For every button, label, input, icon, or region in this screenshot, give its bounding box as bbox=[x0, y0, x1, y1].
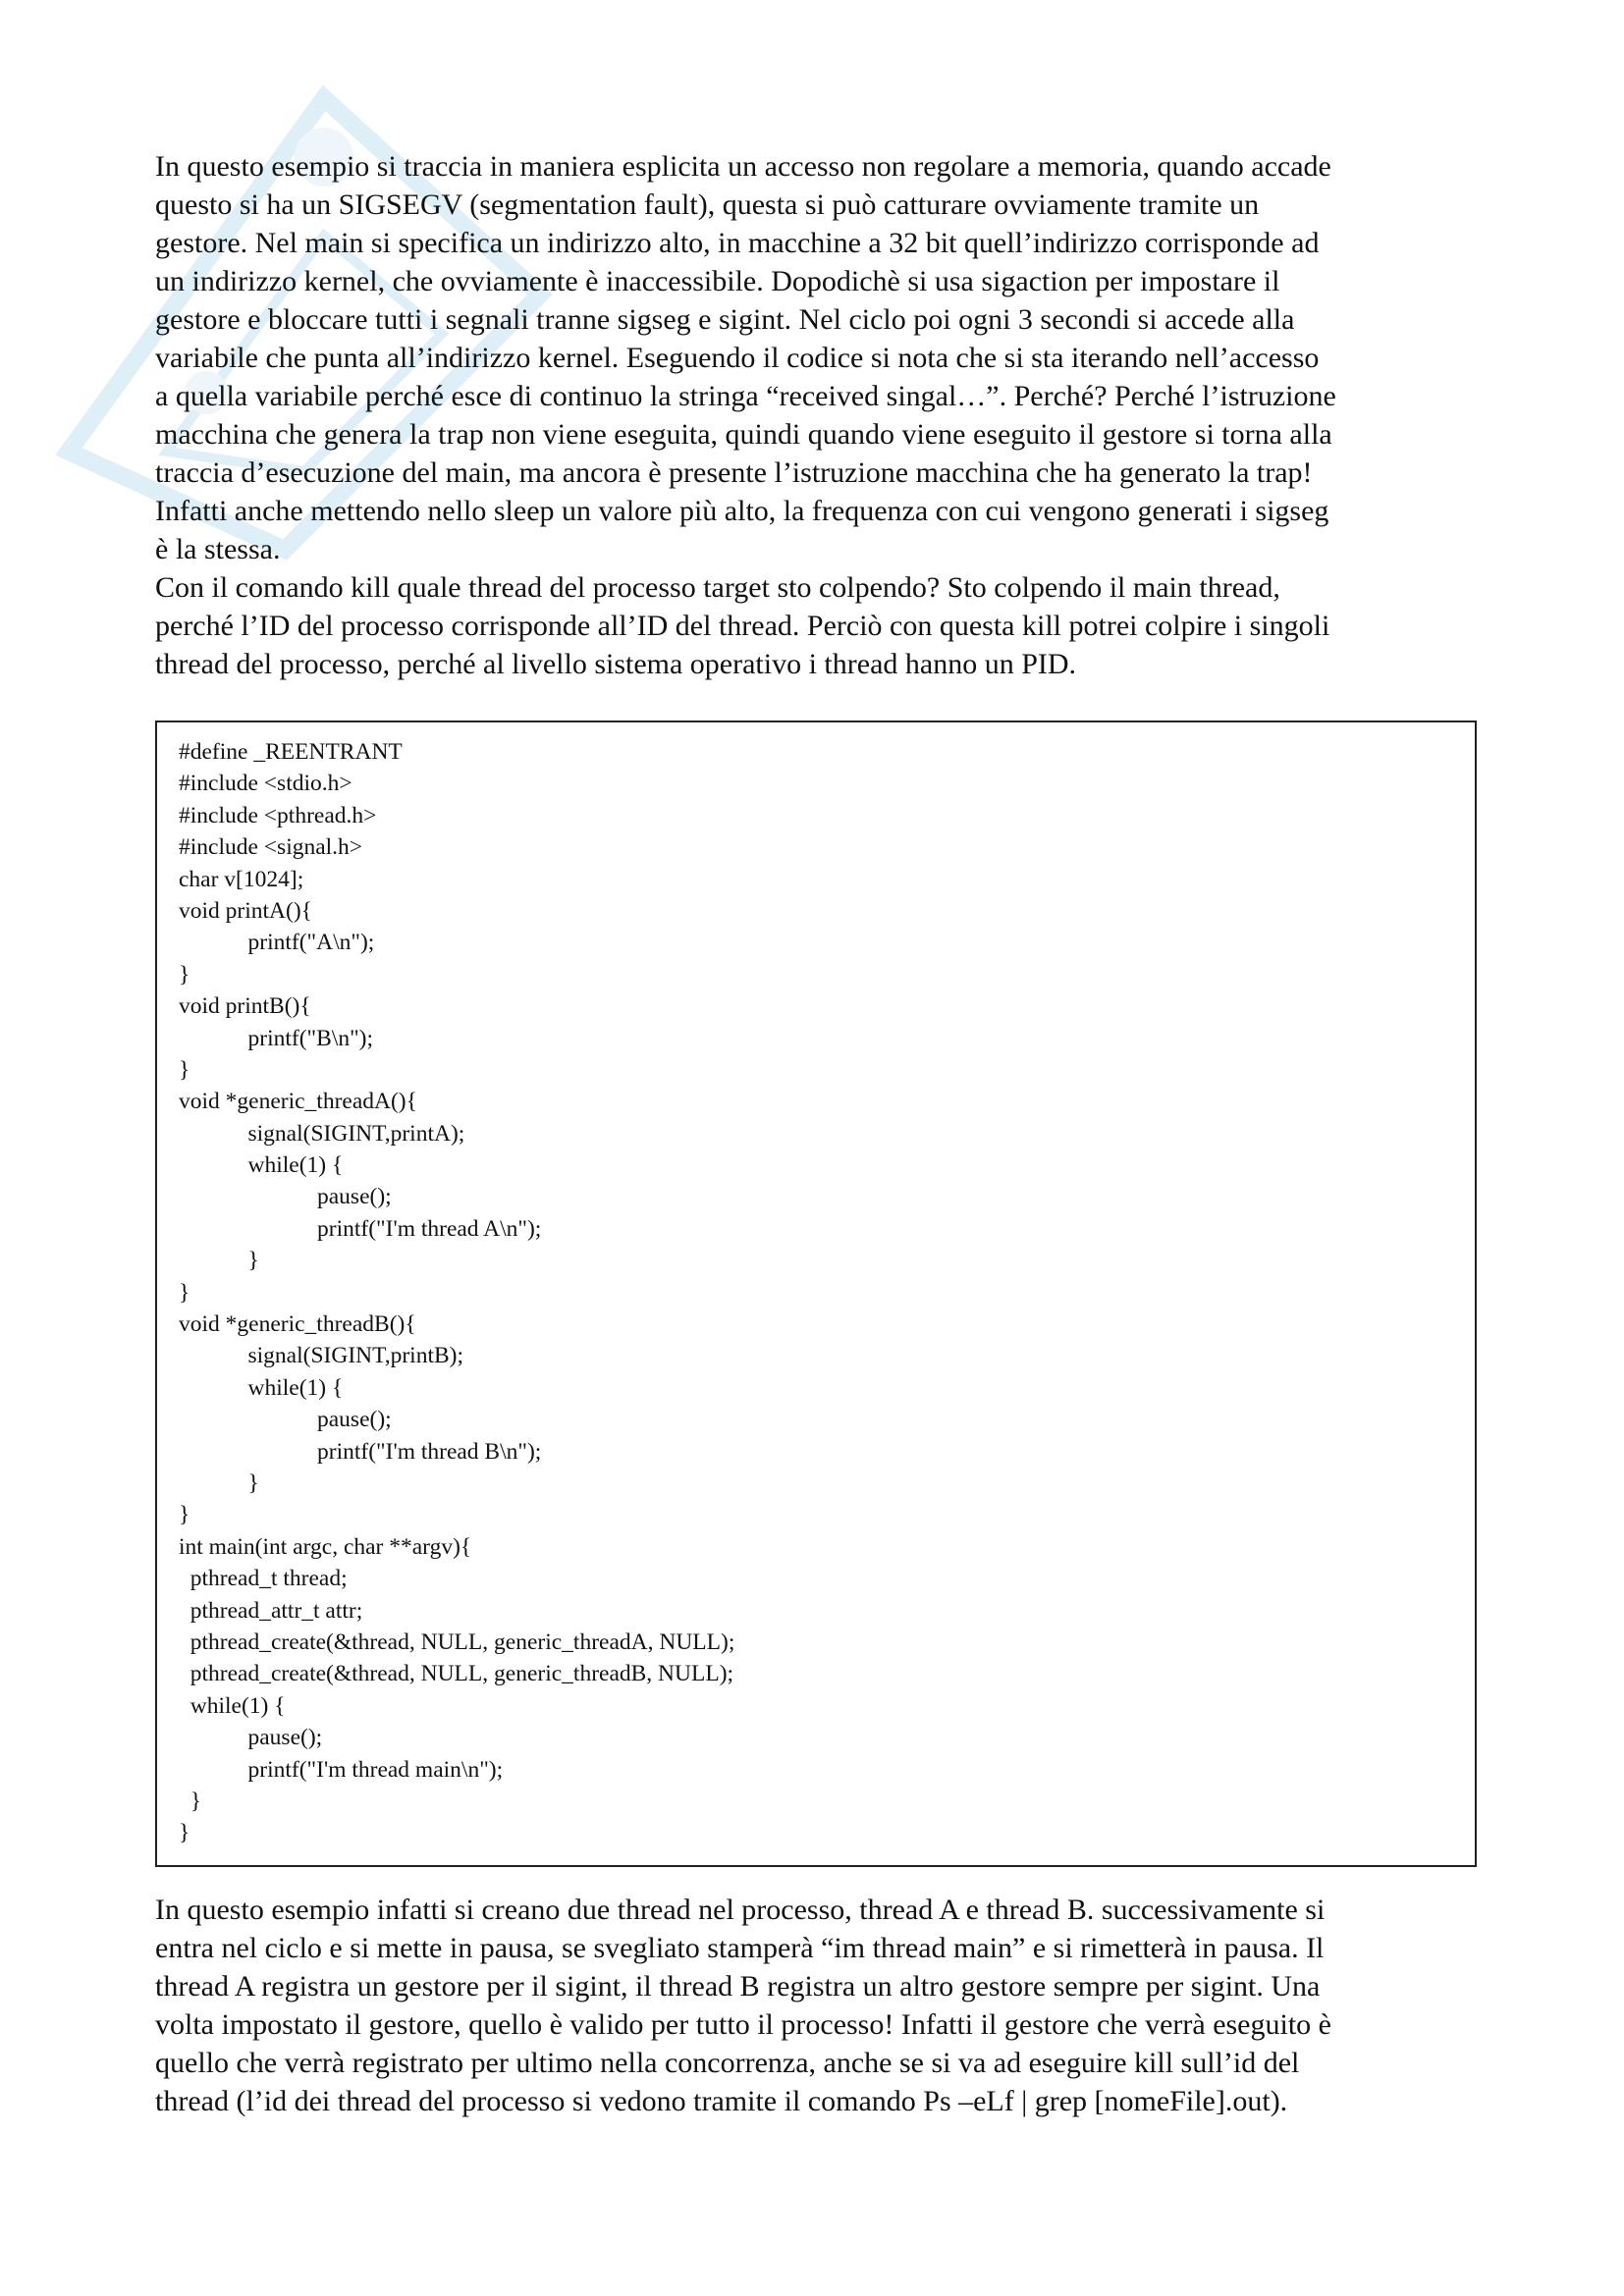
code-line: while(1) { bbox=[179, 1374, 344, 1401]
code-line: void *generic_threadB(){ bbox=[179, 1311, 416, 1338]
code-line: printf("I'm thread main\n"); bbox=[179, 1756, 504, 1783]
code-line: signal(SIGINT,printB); bbox=[179, 1343, 464, 1369]
text-line: Con il comando kill quale thread del processo target sto colpendo? Sto colpendo il main thread, bbox=[155, 571, 1280, 604]
code-line: void *generic_threadA(){ bbox=[179, 1089, 417, 1115]
text-line: volta impostato il gestore, quello è valido per tutto il processo! Infatti il gestore che verrà eseguito è bbox=[155, 2008, 1331, 2041]
code-line: signal(SIGINT,printA); bbox=[179, 1120, 465, 1147]
code-line: #define _REENTRANT bbox=[179, 739, 403, 765]
document-page bbox=[155, 147, 1481, 2120]
code-line: while(1) { bbox=[179, 1152, 344, 1179]
text-line: In questo esempio infatti si creano due thread nel processo, thread A e thread B. successivamente si bbox=[155, 1894, 1326, 1926]
code-line: } bbox=[179, 1820, 190, 1846]
text-line: entra nel ciclo e si mette in pausa, se svegliato stamperà “im thread main” e si rimetterà in pausa. Il bbox=[155, 1932, 1325, 1964]
text-line: thread del processo, perché al livello sistema operativo i thread hanno un PID. bbox=[155, 648, 1077, 680]
code-line: #include <stdio.h> bbox=[179, 771, 352, 797]
code-line: void printB(){ bbox=[179, 993, 311, 1020]
text-line: un indirizzo kernel, che ovviamente è inaccessibile. Dopodichè si usa sigaction per impostare il bbox=[155, 265, 1280, 297]
text-line: Infatti anche mettendo nello sleep un valore più alto, la frequenza con cui vengono generati i sigseg bbox=[155, 495, 1329, 527]
code-line: pthread_create(&thread, NULL, generic_threadB, NULL); bbox=[179, 1661, 734, 1687]
code-line: pause(); bbox=[179, 1407, 392, 1433]
text-line: thread (l’id dei thread del processo si vedono tramite il comando Ps –eLf | grep [nomeFile].out). bbox=[155, 2085, 1288, 2117]
text-line: quello che verrà registrato per ultimo nella concorrenza, anche se si va ad eseguire kill sull’id del bbox=[155, 2047, 1300, 2079]
code-line: pause(); bbox=[179, 1184, 392, 1210]
code-line: #include <signal.h> bbox=[179, 834, 363, 861]
code-line: } bbox=[179, 1056, 190, 1083]
code-line: printf("A\n"); bbox=[179, 930, 375, 956]
paragraph-explanation bbox=[155, 1891, 1481, 2120]
text-line: gestore e bloccare tutti i segnali tranne sigseg e sigint. Nel ciclo poi ogni 3 secondi si accede alla bbox=[155, 303, 1295, 336]
code-line: } bbox=[179, 1469, 259, 1496]
code-line: pthread_attr_t attr; bbox=[179, 1597, 363, 1624]
code-line: } bbox=[179, 1248, 259, 1274]
paragraph-intro bbox=[155, 147, 1481, 683]
text-line: perché l’ID del processo corrisponde all’ID del thread. Perciò con questa kill potrei colpire i singoli bbox=[155, 610, 1330, 642]
code-line: void printA(){ bbox=[179, 897, 312, 924]
code-line: printf("I'm thread B\n"); bbox=[179, 1438, 542, 1465]
code-line: } bbox=[179, 1502, 190, 1528]
text-line: questo si ha un SIGSEGV (segmentation fault), questa si può catturare ovviamente tramite un bbox=[155, 188, 1260, 221]
text-line: a quella variabile perché esce di continuo la stringa “received singal…”. Perché? Perché l’istruzione bbox=[155, 380, 1336, 412]
code-line: pthread_create(&thread, NULL, generic_threadA, NULL); bbox=[179, 1629, 735, 1655]
code-line: char v[1024]; bbox=[179, 866, 304, 892]
text-line: gestore. Nel main si specifica un indirizzo alto, in macchine a 32 bit quell’indirizzo corrisponde ad bbox=[155, 227, 1320, 259]
code-line: pause(); bbox=[179, 1725, 323, 1751]
code-line: pthread_t thread; bbox=[179, 1566, 348, 1592]
text-line: variabile che punta all’indirizzo kernel. Eseguendo il codice si nota che si sta iterando nell’accesso bbox=[155, 342, 1320, 374]
text-line: thread A registra un gestore per il sigint, il thread B registra un altro gestore sempre per sigint. Una bbox=[155, 1970, 1321, 2002]
code-line: #include <pthread.h> bbox=[179, 802, 377, 828]
text-line: macchina che genera la trap non viene eseguita, quindi quando viene eseguito il gestore si torna alla bbox=[155, 418, 1332, 451]
code-line: } bbox=[179, 1279, 190, 1306]
code-line: } bbox=[179, 961, 190, 988]
code-line: } bbox=[179, 1788, 202, 1814]
text-line: traccia d’esecuzione del main, ma ancora è presente l’istruzione macchina che ha generato la trap! bbox=[155, 456, 1313, 489]
text-line: In questo esempio si traccia in maniera esplicita un accesso non regolare a memoria, quando accade bbox=[155, 150, 1331, 183]
code-listing bbox=[155, 721, 1477, 1867]
code-line: int main(int argc, char **argv){ bbox=[179, 1533, 472, 1560]
code-line: while(1) { bbox=[179, 1692, 286, 1719]
code-line: printf("B\n"); bbox=[179, 1025, 374, 1051]
code-line: printf("I'm thread A\n"); bbox=[179, 1215, 542, 1242]
text-line: è la stessa. bbox=[155, 533, 281, 565]
